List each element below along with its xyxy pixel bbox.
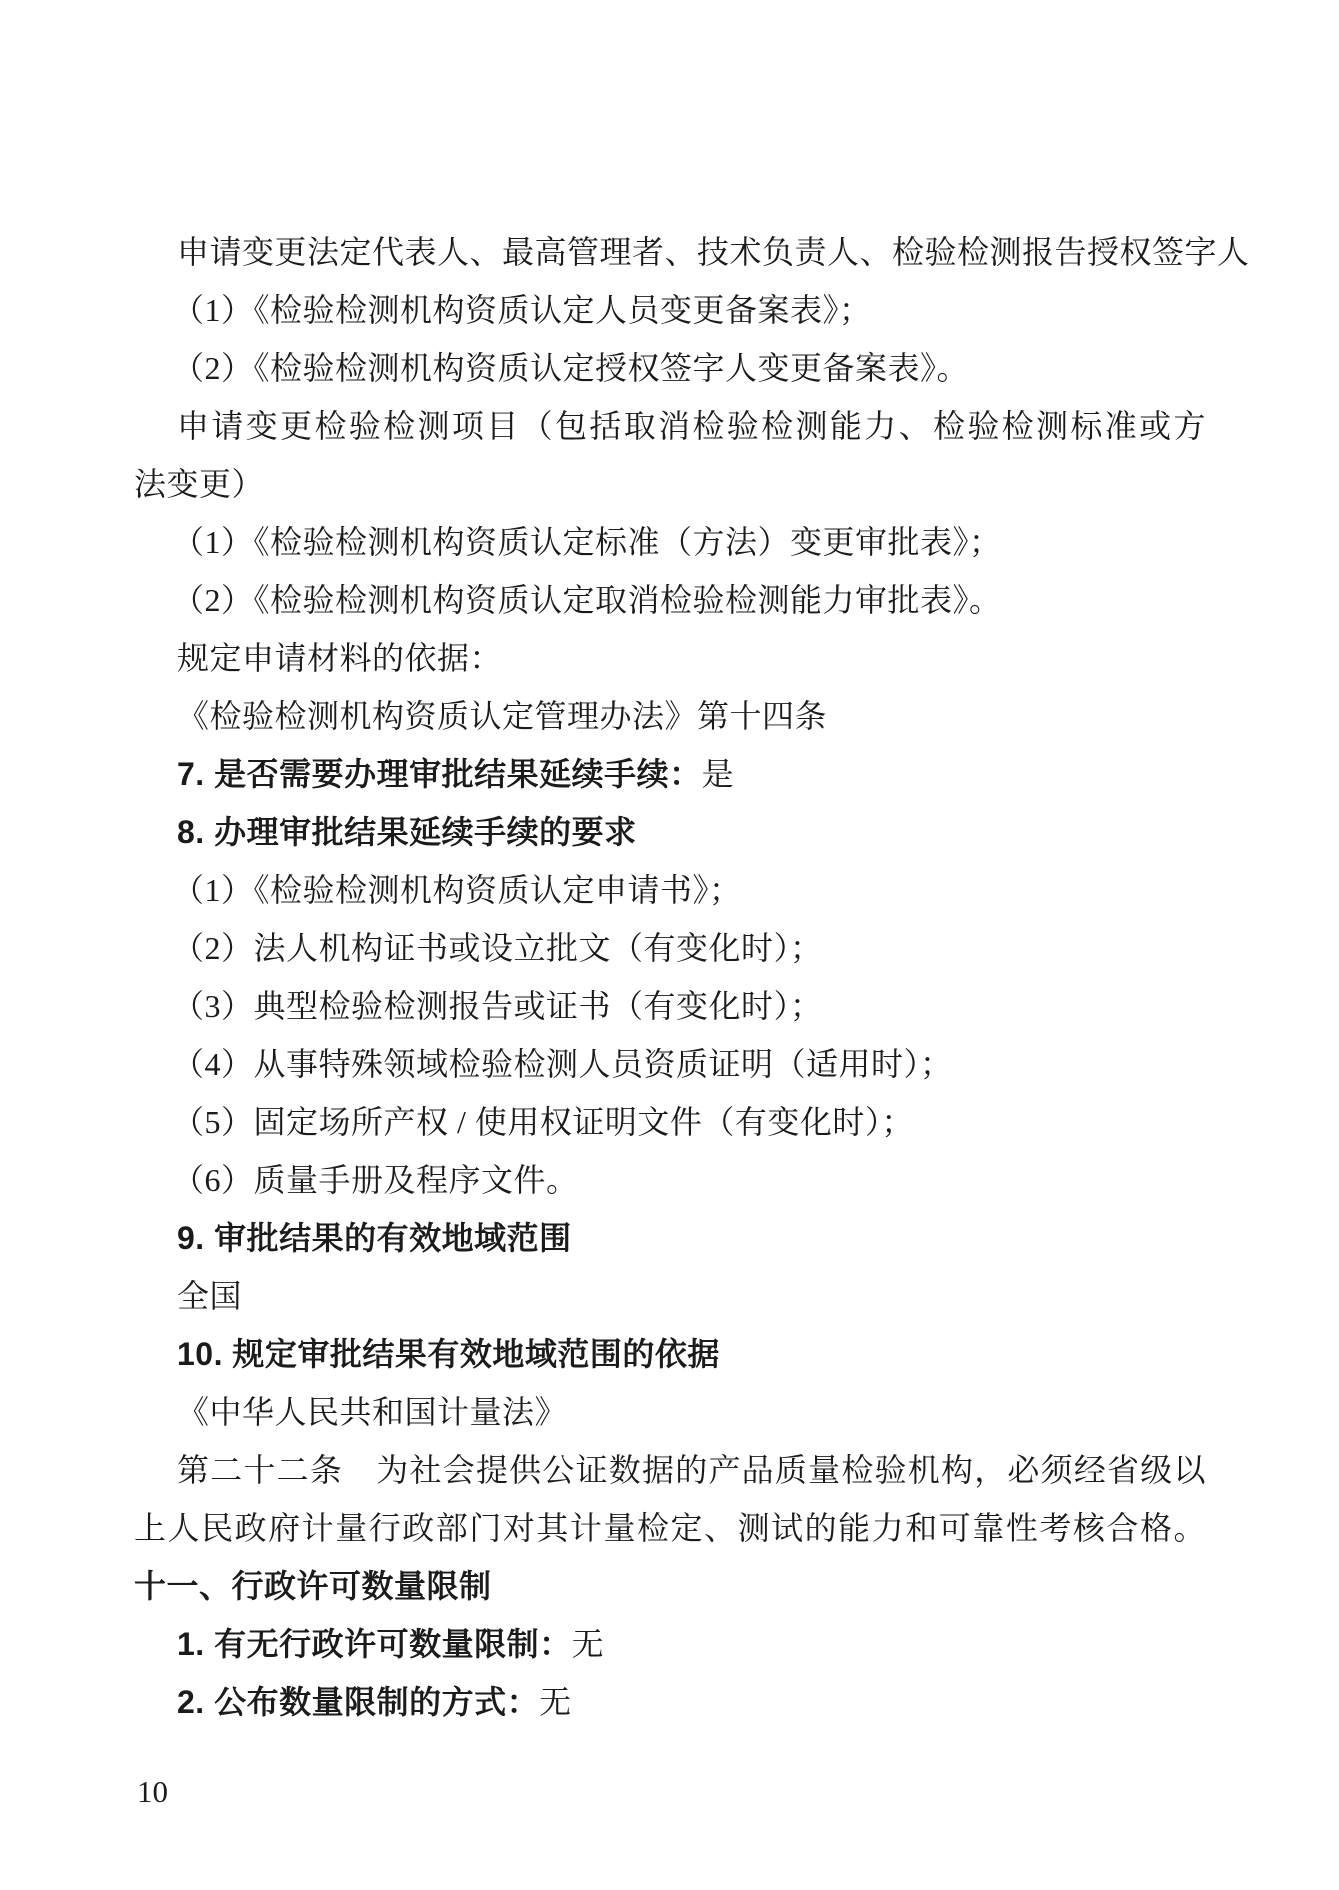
field-line xyxy=(134,1615,1206,1673)
field-label: 1. 有无行政许可数量限制： xyxy=(177,1626,572,1662)
paragraph-line: 第二十二条 为社会提供公证数据的产品质量检验机构，必须经省级以 xyxy=(177,1452,1206,1488)
field-label: 7. 是否需要办理审批结果延续手续： xyxy=(177,756,702,792)
list-item-line: （2）法人机构证书或设立批文（有变化时）； xyxy=(172,930,823,966)
page-number: 10 xyxy=(137,1774,168,1809)
paragraph-line: 法变更） xyxy=(134,466,265,502)
paragraph-line: 申请变更检验检测项目（包括取消检验检测能力、检验检测标准或方 xyxy=(177,408,1206,444)
list-item-line: （1）《检验检测机构资质认定人员变更备案表》； xyxy=(172,292,872,328)
citation-line: 《中华人民共和国计量法》 xyxy=(177,1394,568,1430)
field-value: 无 xyxy=(539,1684,572,1720)
citation-line: 《检验检测机构资质认定管理办法》第十四条 xyxy=(177,698,828,734)
paragraph-line: 规定申请材料的依据： xyxy=(177,640,503,676)
field-line xyxy=(134,1673,1206,1731)
paragraph-line: 全国 xyxy=(177,1278,243,1314)
document-body xyxy=(134,223,1250,1731)
list-item-line: （2）《检验检测机构资质认定授权签字人变更备案表》。 xyxy=(172,350,970,386)
list-item-line: （4）从事特殊领域检验检测人员资质证明（适用时）； xyxy=(172,1046,953,1082)
paragraph-line: 申请变更法定代表人、最高管理者、技术负责人、检验检测报告授权签字人 xyxy=(177,234,1250,270)
list-item-line: （2）《检验检测机构资质认定取消检验检测能力审批表》。 xyxy=(172,582,1002,618)
list-item-line: （6）质量手册及程序文件。 xyxy=(172,1162,579,1198)
field-value: 无 xyxy=(571,1626,605,1662)
section-heading-line: 十一、行政许可数量限制 xyxy=(134,1568,492,1604)
list-item-line: （1）《检验检测机构资质认定标准（方法）变更审批表》； xyxy=(172,524,1002,560)
section-heading-line: 10. 规定审批结果有效地域范围的依据 xyxy=(177,1336,720,1372)
paragraph-line: 上人民政府计量行政部门对其计量检定、测试的能力和可靠性考核合格。 xyxy=(134,1510,1206,1546)
list-item-line: （5）固定场所产权 / 使用权证明文件（有变化时）； xyxy=(172,1104,914,1140)
section-heading-line: 8. 办理审批结果延续手续的要求 xyxy=(177,814,637,850)
list-item-line: （3）典型检验检测报告或证书（有变化时）； xyxy=(172,988,823,1024)
list-item-line: （1）《检验检测机构资质认定申请书》； xyxy=(172,872,742,908)
field-line xyxy=(134,745,1206,803)
section-heading-line: 9. 审批结果的有效地域范围 xyxy=(177,1220,572,1256)
field-value: 是 xyxy=(701,756,735,792)
field-label: 2. 公布数量限制的方式： xyxy=(177,1684,540,1720)
